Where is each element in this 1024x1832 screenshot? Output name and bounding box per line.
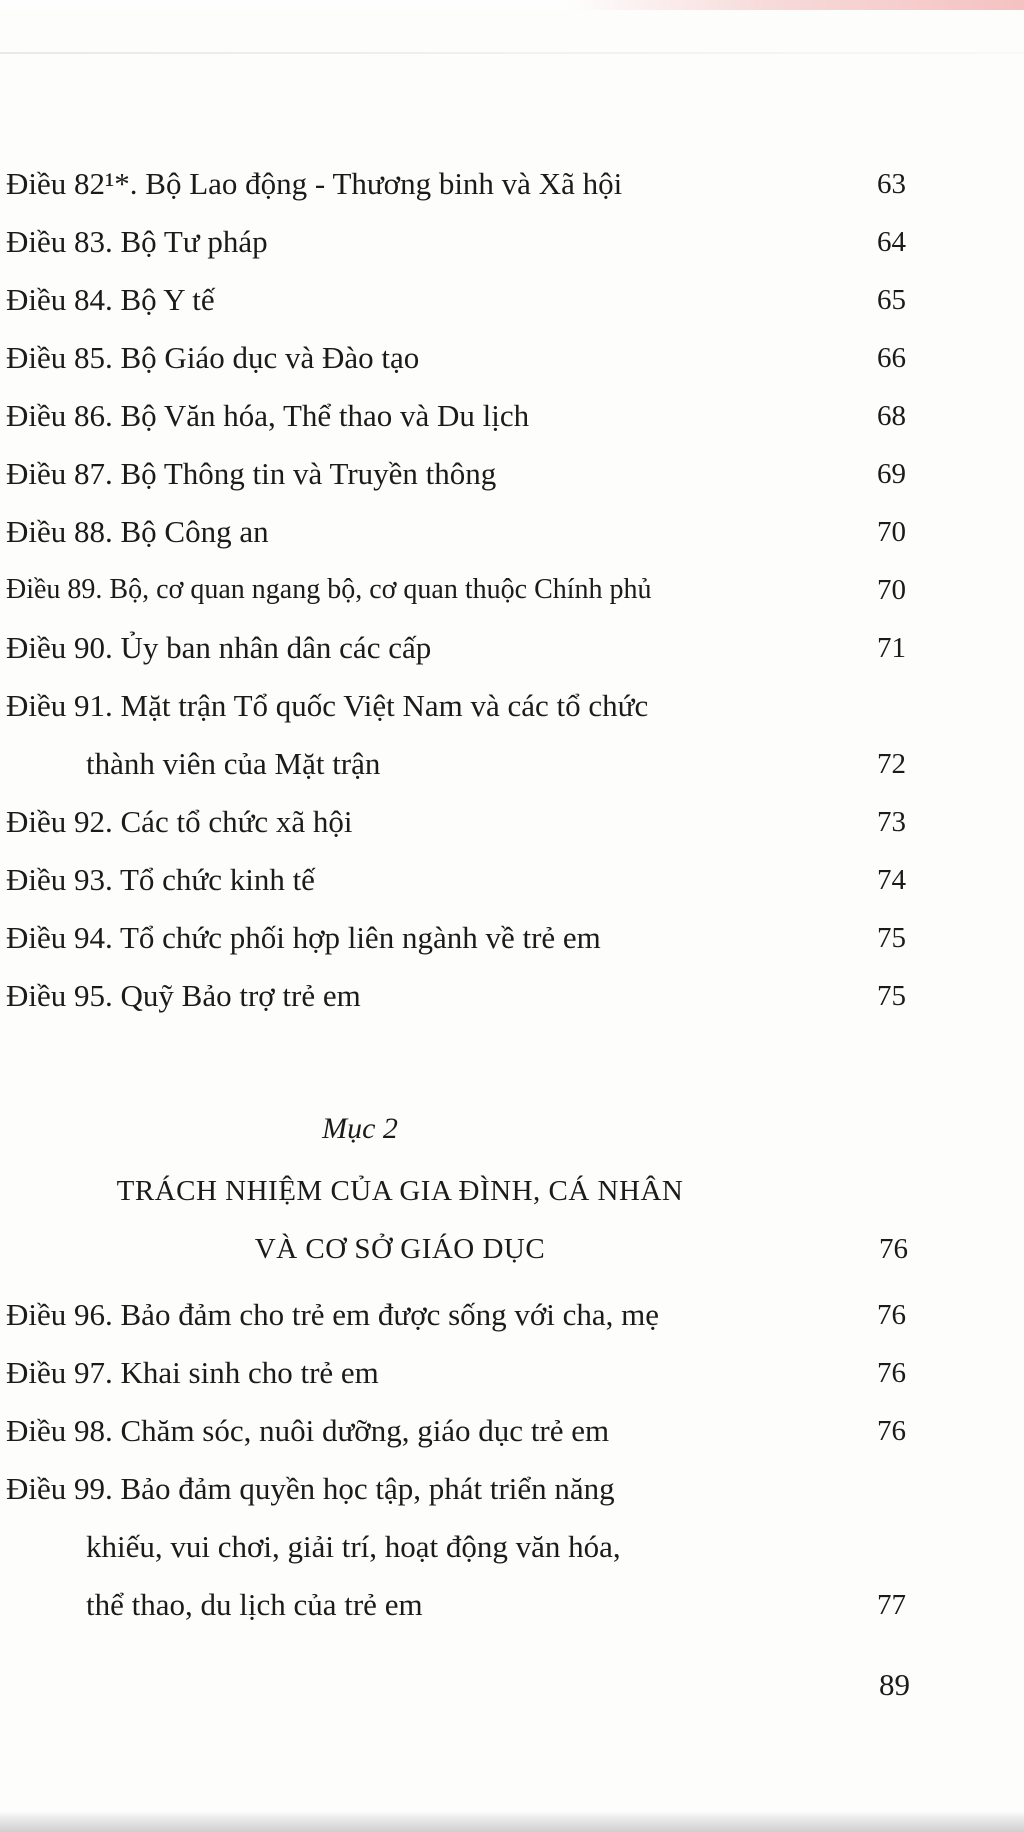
- toc-entry-title-line3: thể thao, du lịch của trẻ em: [86, 1587, 423, 1622]
- page-top-rule: [0, 52, 1024, 54]
- section-title-line2: VÀ CƠ SỞ GIÁO DỤC: [254, 1233, 546, 1265]
- toc-entry-page: 70: [877, 516, 906, 548]
- toc-entry-94: [6, 909, 906, 967]
- toc-entry-page: 75: [877, 922, 906, 954]
- toc-entry-title: Điều 94. Tổ chức phối hợp liên ngành về trẻ em: [6, 920, 601, 955]
- toc-entry-page: 71: [877, 632, 906, 664]
- toc-entry-84: [6, 271, 906, 329]
- toc-entry-page: 65: [877, 284, 906, 316]
- toc-entry-title-line2: khiếu, vui chơi, giải trí, hoạt động văn hóa,: [86, 1529, 621, 1564]
- section-page: 76: [879, 1233, 908, 1265]
- toc-entry-title: Điều 92. Các tổ chức xã hội: [6, 804, 353, 839]
- toc-entry-title: [6, 1460, 906, 1634]
- toc-entry-page: 76: [877, 1357, 906, 1389]
- toc-entry-86: [6, 387, 906, 445]
- toc-entry-83: [6, 213, 906, 271]
- page-top-edge: [0, 0, 1024, 10]
- toc-entry-98: [6, 1402, 906, 1460]
- toc-entry-91: [6, 677, 906, 793]
- toc-entry-title: Điều 83. Bộ Tư pháp: [6, 224, 268, 259]
- toc-entry-page: 64: [877, 226, 906, 258]
- toc-entry-95: [6, 967, 906, 1025]
- toc-entry-title: Điều 84. Bộ Y tế: [6, 282, 215, 317]
- toc-entry-page: 73: [877, 806, 906, 838]
- toc-entry-96: [6, 1286, 906, 1344]
- toc-entry-title: Điều 87. Bộ Thông tin và Truyền thông: [6, 456, 497, 491]
- toc-entry-page: 77: [877, 1589, 906, 1621]
- section-title-line1: TRÁCH NHIỆM CỦA GIA ĐÌNH, CÁ NHÂN: [116, 1175, 684, 1207]
- toc-entry-title: Điều 90. Ủy ban nhân dân các cấp: [6, 630, 432, 665]
- page-number: 89: [879, 1667, 910, 1702]
- toc-entry-page: 70: [877, 574, 906, 606]
- toc-entry-title: Điều 88. Bộ Công an: [6, 514, 269, 549]
- toc-entry-title: Điều 97. Khai sinh cho trẻ em: [6, 1355, 379, 1390]
- toc-entry-title: Điều 89. Bộ, cơ quan ngang bộ, cơ quan thuộc Chính phủ: [6, 574, 652, 605]
- toc-entry-page: 69: [877, 458, 906, 490]
- toc-entry-title-line1: Điều 99. Bảo đảm quyền học tập, phát triển năng: [6, 1471, 615, 1506]
- toc-entry-page: 68: [877, 400, 906, 432]
- toc-entry-page: 76: [877, 1299, 906, 1331]
- toc-entry-82: [6, 155, 906, 213]
- toc-entry-page: 66: [877, 342, 906, 374]
- toc-entry-page: 72: [877, 748, 906, 780]
- toc-entry-85: [6, 329, 906, 387]
- toc-entry-87: [6, 445, 906, 503]
- toc-entry-title: [6, 677, 906, 793]
- toc-entry-title-line1: Điều 91. Mặt trận Tổ quốc Việt Nam và các tổ chức: [6, 688, 649, 723]
- toc-entry-99: [6, 1460, 906, 1634]
- toc-entry-title-line2: thành viên của Mặt trận: [86, 746, 381, 781]
- toc-entry-page: 63: [877, 168, 906, 200]
- toc-entry-89: [6, 561, 906, 619]
- section-label: Mục 2: [322, 1112, 398, 1145]
- toc-entry-title: Điều 98. Chăm sóc, nuôi dưỡng, giáo dục trẻ em: [6, 1413, 610, 1448]
- toc-entry-88: [6, 503, 906, 561]
- toc-entry-title: Điều 95. Quỹ Bảo trợ trẻ em: [6, 978, 361, 1013]
- toc-entry-90: [6, 619, 906, 677]
- toc-entry-title: Điều 85. Bộ Giáo dục và Đào tạo: [6, 340, 420, 375]
- toc-entry-title: Điều 96. Bảo đảm cho trẻ em được sống với cha, mẹ: [6, 1297, 660, 1332]
- toc-entry-page: 75: [877, 980, 906, 1012]
- toc-entry-92: [6, 793, 906, 851]
- toc-entry-93: [6, 851, 906, 909]
- toc-entry-title: Điều 86. Bộ Văn hóa, Thể thao và Du lịch: [6, 398, 530, 433]
- toc-entry-title: Điều 93. Tổ chức kinh tế: [6, 862, 315, 897]
- toc-entry-97: [6, 1344, 906, 1402]
- toc-entry-page: 76: [877, 1415, 906, 1447]
- toc-entry-title: Điều 82¹*. Bộ Lao động - Thương binh và Xã hội: [6, 166, 623, 201]
- toc-entry-page: 74: [877, 864, 906, 896]
- page-bottom-edge: [0, 1810, 1024, 1832]
